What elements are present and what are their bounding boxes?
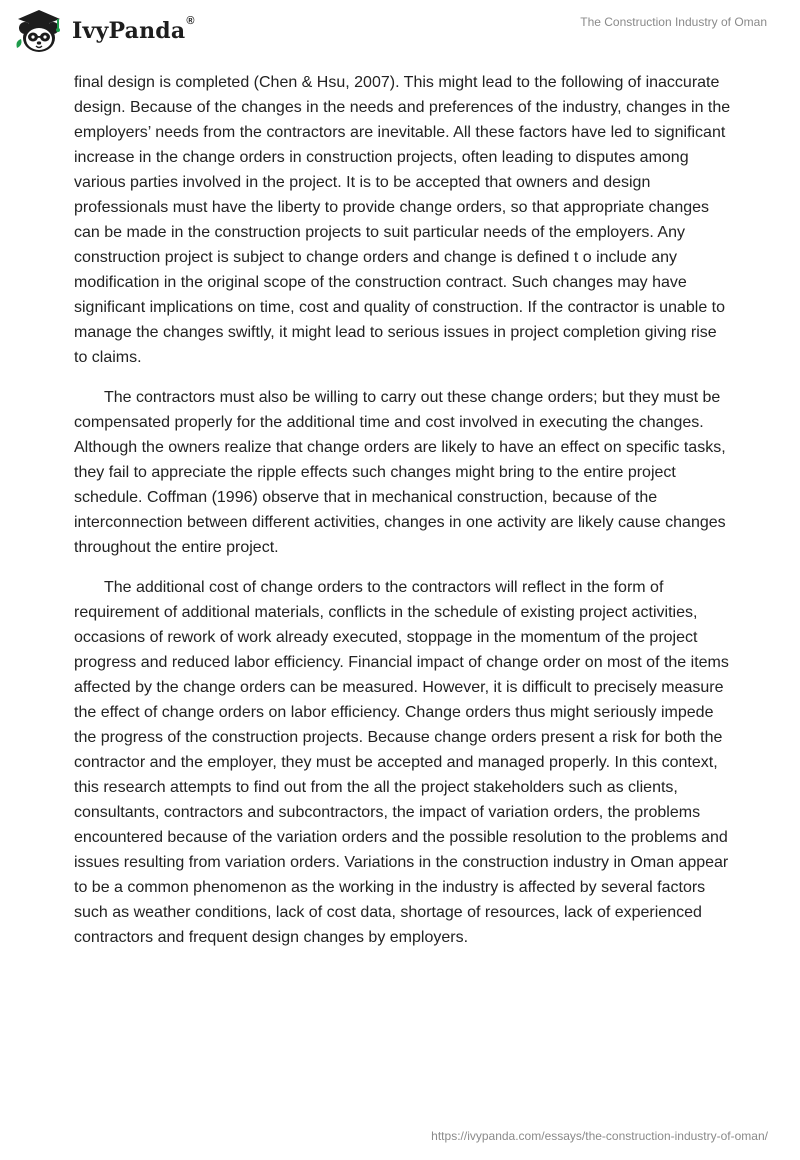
brand-name: IvyPanda® xyxy=(72,15,195,44)
brand-logo-link[interactable] xyxy=(14,8,195,56)
paragraph-1: final design is completed (Chen & Hsu, 2007). This might lead to the following of inaccurate design. Because of the changes in the needs and preferences of the industry, changes in the employers’ needs from the contractors are inevitable. All these factors have led to significant increase in the change orders in construction projects, often leading to disputes among various parties involved in the project. It is to be accepted that owners and design professionals must have the liberty to provide change orders, so that appropriate changes can be made in the construction projects to suit particular needs of the employers. Any construction project is subject to change orders and change is defined t o include any modification in the original scope of the construction contract. Such changes may have significant implications on time, cost and quality of construction. If the contractor is unable to manage the changes swiftly, it might lead to serious issues in project completion giving rise to claims. xyxy=(74,74,731,366)
paragraph-2: The contractors must also be willing to carry out these change orders; but they must be compensated properly for the additional time and cost involved in executing the changes. Although the owners realize that change orders are likely to have an effect on specific tasks, they fail to appreciate the ripple effects such changes might bring to the entire project schedule. Coffman (1996) observe that in mechanical construction, because of the interconnection between different activities, changes in one activity are likely cause changes throughout the entire project. xyxy=(74,389,726,556)
paragraph-3: The additional cost of change orders to the contractors will reflect in the form of requirement of additional materials, conflicts in the schedule of existing project activities, occasions of rework of work already executed, stoppage in the momentum of the project progress and reduced labor efficiency. Financial impact of change order on most of the items affected by the change orders can be measured. However, it is difficult to precisely measure the effect of change orders on labor efficiency. Change orders thus might seriously impede the progress of the construction projects. Because change orders present a risk for both the contractor and the employer, they must be accepted and managed properly. In this context, this research attempts to find out from the all the project stakeholders such as clients, consultants, contractors and subcontractors, the impact of variation orders, the problems encountered because of the variation orders and the possible resolution to the problems and issues resulting from variation orders. Variations in the construction industry in Oman appear to be a common phenomenon as the working in the industry is affected by several factors such as weather conditions, lack of cost data, shortage of resources, lack of experienced contractors and frequent design changes by employers. xyxy=(74,579,729,946)
source-url-link[interactable]: https://ivypanda.com/essays/the-construction-industry-of-oman/ xyxy=(431,1129,768,1143)
essay-body xyxy=(74,70,734,965)
page-header xyxy=(0,0,800,62)
document-title: The Construction Industry of Oman xyxy=(580,15,767,29)
panda-graduate-icon xyxy=(14,8,64,56)
registered-mark: ® xyxy=(186,15,195,27)
